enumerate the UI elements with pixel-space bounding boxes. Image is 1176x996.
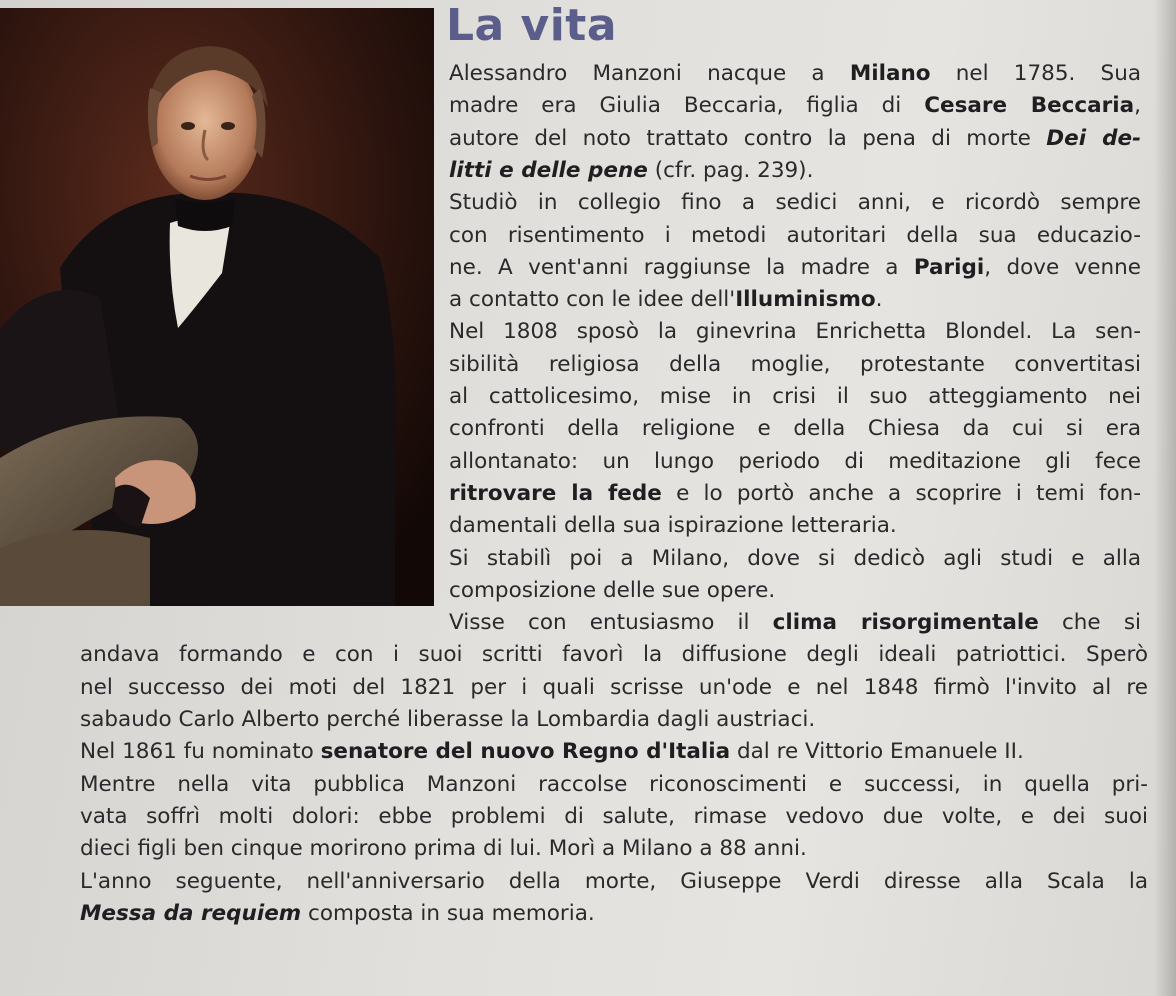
text-line bbox=[449, 252, 1141, 284]
text-line bbox=[449, 575, 1141, 607]
text-line bbox=[449, 510, 1141, 542]
emphasized-term: senatore del nuovo Regno d'Italia bbox=[320, 739, 731, 765]
text-line bbox=[449, 316, 1141, 348]
text-line bbox=[449, 446, 1141, 478]
text-segment: a contatto con le idee dell' bbox=[449, 287, 736, 313]
text-segment: e lo portò anche a scoprire i temi fon- bbox=[661, 480, 1141, 506]
text-segment: Si stabilì poi a Milano, dove si dedicò agli studi e alla bbox=[449, 545, 1141, 571]
text-segment: vata soffrì molti dolori: ebbe problemi di salute, rimase vedovo due volte, e dei suoi bbox=[80, 803, 1148, 829]
text-segment: , dove venne bbox=[984, 254, 1141, 280]
text-line bbox=[449, 478, 1141, 510]
emphasized-term: Cesare Beccaria bbox=[924, 93, 1135, 119]
text-segment: andava formando e con i suoi scritti favorì la diffusione degli ideali patriottici. Sperò bbox=[80, 642, 1148, 668]
text-segment: autore del noto trattato contro la pena di morte bbox=[449, 125, 1047, 151]
emphasized-term: ritrovare la fede bbox=[449, 480, 662, 506]
text-segment: , bbox=[1134, 93, 1141, 119]
text-line bbox=[80, 704, 1148, 736]
text-line bbox=[80, 833, 1148, 865]
text-segment: allontanato: un lungo periodo di meditazione gli fece bbox=[449, 448, 1141, 474]
text-segment: composta in sua memoria. bbox=[301, 900, 595, 926]
text-segment: dieci figli ben cinque morirono prima di lui. Morì a Milano a 88 anni. bbox=[80, 836, 807, 862]
text-line bbox=[80, 801, 1148, 833]
text-segment: con risentimento i metodi autoritari della sua educazio- bbox=[449, 222, 1141, 248]
text-segment: Nel 1861 fu nominato bbox=[80, 739, 321, 765]
text-line bbox=[449, 349, 1141, 381]
portrait-image bbox=[0, 8, 434, 606]
text-line bbox=[449, 413, 1141, 445]
emphasized-term: Dei de- bbox=[1046, 125, 1141, 151]
text-line bbox=[80, 639, 1148, 671]
text-line bbox=[449, 58, 1141, 90]
emphasized-term: Parigi bbox=[913, 254, 985, 280]
text-segment: sabaudo Carlo Alberto perché liberasse la Lombardia dagli austriaci. bbox=[80, 707, 816, 732]
text-line bbox=[80, 769, 1148, 801]
text-line bbox=[80, 736, 1148, 768]
text-segment: confronti della religione e della Chiesa da cui si era bbox=[449, 416, 1141, 442]
text-segment: damentali della sua ispirazione letteraria. bbox=[449, 513, 897, 539]
text-line bbox=[449, 220, 1141, 252]
text-line bbox=[449, 284, 1141, 316]
portrait-painting bbox=[0, 8, 434, 606]
text-segment: Studiò in collegio fino a sedici anni, e ricordò sempre bbox=[449, 190, 1141, 216]
section-title: La vita bbox=[446, 0, 618, 51]
text-segment: ne. A vent'anni raggiunse la madre a bbox=[449, 254, 914, 280]
text-line bbox=[449, 607, 1141, 639]
text-segment: Visse con entusiasmo il bbox=[449, 610, 773, 636]
text-segment: Mentre nella vita pubblica Manzoni raccolse riconoscimenti e successi, in quella pri- bbox=[80, 771, 1148, 797]
text-line bbox=[80, 898, 1148, 930]
text-segment: madre era Giulia Beccaria, figlia di bbox=[449, 93, 925, 119]
text-line bbox=[449, 123, 1141, 155]
text-line bbox=[449, 543, 1141, 575]
text-segment: nel successo dei moti del 1821 per i quali scrisse un'ode e nel 1848 firmò l'invito al re bbox=[80, 674, 1148, 700]
emphasized-term: litti e delle pene bbox=[449, 157, 648, 183]
emphasized-term: clima risorgimentale bbox=[772, 610, 1039, 636]
text-line bbox=[80, 672, 1148, 704]
text-segment: L'anno seguente, nell'anniversario della morte, Giuseppe Verdi diresse alla Scala la bbox=[80, 868, 1148, 894]
emphasized-term: Milano bbox=[849, 61, 931, 86]
text-segment: che si bbox=[1038, 610, 1141, 636]
emphasized-term: Illuminismo bbox=[735, 287, 876, 313]
text-segment: . bbox=[875, 287, 883, 313]
text-line bbox=[449, 187, 1141, 219]
text-segment: dal re Vittorio Emanuele II. bbox=[730, 739, 1024, 765]
text-line bbox=[449, 155, 1141, 187]
text-segment: al cattolicesimo, mise in crisi il suo atteggiamento nei bbox=[449, 384, 1141, 409]
text-segment: Nel 1808 sposò la ginevrina Enrichetta Blondel. La sen- bbox=[449, 319, 1141, 345]
text-segment: Alessandro Manzoni nacque a bbox=[449, 61, 850, 86]
text-line bbox=[449, 381, 1141, 413]
page-edge-shadow bbox=[1154, 0, 1176, 996]
text-segment: sibilità religiosa della moglie, protestante convertitasi bbox=[449, 351, 1141, 377]
text-segment: (cfr. pag. 239). bbox=[647, 157, 814, 183]
text-segment: nel 1785. Sua bbox=[930, 61, 1141, 86]
text-line bbox=[449, 90, 1141, 122]
emphasized-term: Messa da requiem bbox=[80, 900, 302, 926]
text-line bbox=[80, 866, 1148, 898]
text-segment: composizione delle sue opere. bbox=[449, 577, 776, 603]
